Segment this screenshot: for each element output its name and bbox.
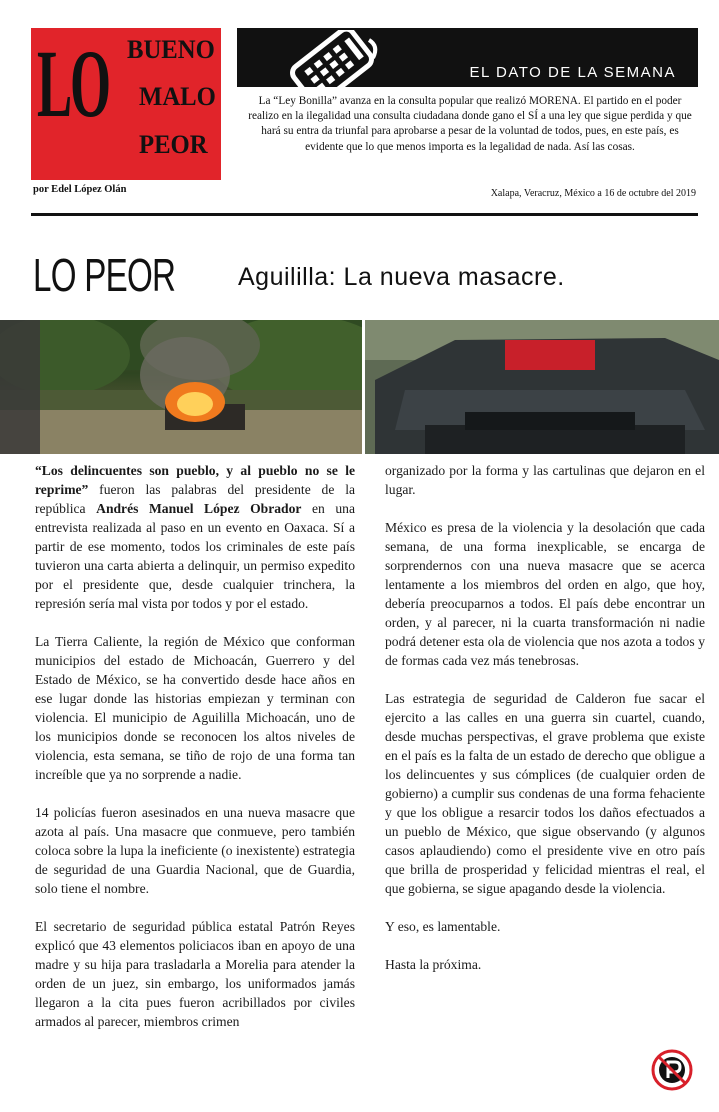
logo-bueno-text: BUENO (127, 35, 215, 64)
article-paragraph-1 (35, 461, 355, 613)
banner-text: La “Ley Bonilla” avanza en la consulta popular que realizó MORENA. El partido en el poder realizo en la ilegalidad una consulta ciudadana donde gano el SÍ a una ley que sigue perdida y que hará su entra da triunfal para aprobarse a pesar de la voluntad de todos, pues, en este país, es evidente que lo que menos importa es la legalidad de nada. Así las cosas. (248, 95, 692, 153)
author-byline: por Edel López Olán (33, 184, 127, 195)
article-paragraph-3: 14 policías fueron asesinados en una nueva masacre que azota al país. Una masacre que conmueve, pero también coloca sobre la lupa la ineficiente (o inexistente) estrategia de seguridad de una Guardia Nacional, que de Guardia, solo tiene el nombre. (35, 805, 355, 896)
quote-bold: “Los delincuentes son pueblo, y al pueblo no se le reprime” (35, 463, 355, 497)
photo-bullet-riddled-truck (365, 320, 719, 454)
section-label: LO PEOR (33, 249, 176, 301)
masthead-logo (31, 28, 221, 180)
banner-title: EL DATO DE LA SEMANA (469, 64, 676, 81)
article-paragraph-5: organizado por la forma y las cartulinas que dejaron en el lugar. (385, 463, 705, 497)
logo-peor-text: PEOR (139, 130, 208, 159)
p1-part-b: en una entrevista realizada al paso en un evento en Oaxaca. Sí a partir de ese momento, todos los criminales de este país tuvieron una carta abierta a delinquir, un permiso expedito por el presidente que, desde cualquier trinchera, la represión sería mal vista por todos y por el estado. (35, 501, 355, 611)
article-paragraph-8: Y eso, es lamentable. (385, 919, 501, 934)
logo-lo-text: LO (37, 30, 109, 137)
article-paragraph-7: Las estrategia de seguridad de Calderon fue sacar el ejercito a las calles en una guerra sin cuartel, cuando, desde muchas perspectivas, el grave problema que existe en el país es la falta de un estado de derecho que obligue a los delincuentes y sus cómplices (de cualquier orden de gobierno) a cumplir sus condenas de una forma fehaciente y que los obligue a resarcir todos los daños efectuados a un pueblo de México, que sigue observando (y algunos casos aplaudiendo) como el presidente vive en otro país que brilla de prosperidad y felicidad mientras el real, el que gobierna, se sigue apagando desde la violencia. (385, 691, 705, 896)
no-p-stamp-icon (651, 1049, 693, 1091)
article-paragraph-6: México es presa de la violencia y la desolación que cada semana, de una forma inexplicable, se encarga de sorprendernos con una nueva masacre que se acerca lentamente a los miembros del orden en algo, que hoy, debería preocuparnos a todos. El país debe encontrar un orden, y al parecer, ni la cuarta transformación ni nadie podrá detener esta ola de violencia que nos azota a todos y de formas cada vez más tenebrosas. (385, 520, 705, 668)
dateline: Xalapa, Veracruz, México a 16 de octubre del 2019 (490, 188, 696, 199)
article-paragraph-2: La Tierra Caliente, la región de México que conforman municipios del estado de Michoacán, Guerrero y del Estado de México, se ha convertido desde hace años en ese lugar donde las historias empiezan y terminan con violencia. El municipio de Aguililla Michoacán, uno de los municipios donde se reconocen los altos niveles de violencia, esta semana, se tiño de rojo de una forma tan increíble que ya no sorprende a nadie. (35, 634, 355, 782)
article-column-right (385, 461, 705, 993)
phone-icon (277, 30, 387, 102)
photo-burning-vehicle (0, 320, 362, 454)
article-paragraph-4: El secretario de seguridad pública estatal Patrón Reyes explicó que 43 elementos policiacos iban en apoyo de una madre y su hija para trasladarla a Morelia para atender la orden de un juez, sin embargo, los uniformados jamás llegaron a la cita pues fueron acribillados por civiles armados al parecer, miembros crimen (35, 919, 355, 1029)
logo-malo-text: MALO (139, 82, 216, 111)
article-headline: Aguililla: La nueva masacre. (238, 263, 565, 291)
article-column-left (35, 461, 355, 1050)
president-name: Andrés Manuel López Obrador (96, 501, 302, 516)
p1-part-a: fueron las palabras del presidente de la república (35, 482, 355, 516)
dato-banner (237, 28, 698, 87)
top-divider (31, 213, 698, 216)
article-paragraph-9: Hasta la próxima. (385, 957, 482, 972)
